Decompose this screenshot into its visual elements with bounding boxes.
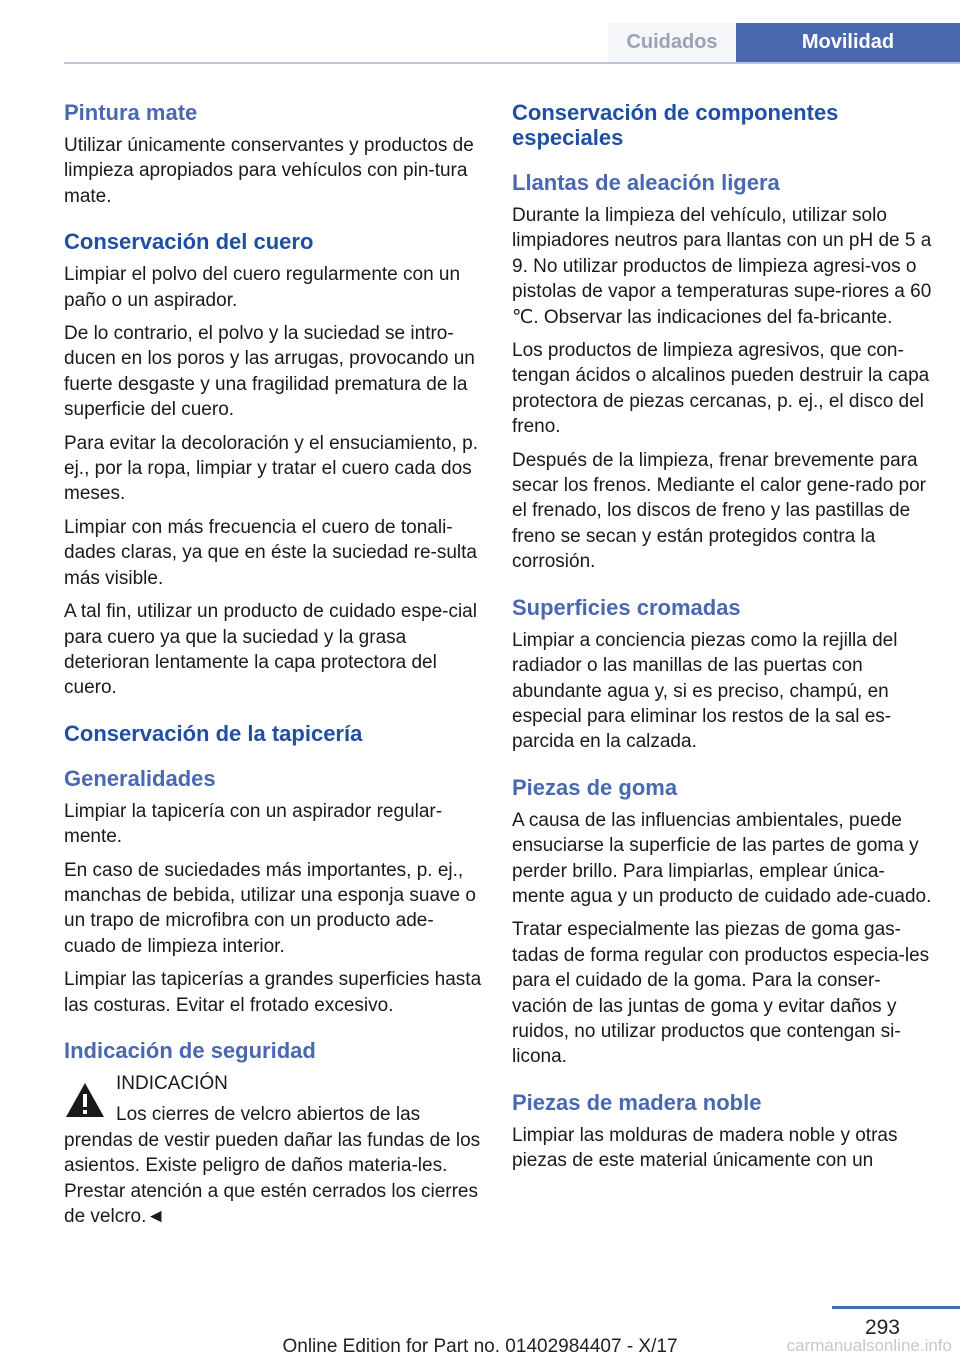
paragraph: Después de la limpieza, frenar brevemente para secar los frenos. Mediante el calor gene-rado por el frenado, los discos de freno y las pastillas de freno se secan y están protegidos contra la corrosión. bbox=[512, 449, 927, 573]
warning-text-line1: Los cierres de velcro abiertos de las bbox=[116, 1104, 421, 1126]
tab-cuidados[interactable]: Cuidados bbox=[608, 23, 736, 62]
footer bbox=[0, 1336, 960, 1358]
heading-indicacion-seguridad: Indicación de seguridad bbox=[64, 1037, 316, 1063]
right-column bbox=[512, 100, 932, 1174]
paragraph: En caso de suciedades más importantes, p. ej., manchas de bebida, utilizar una esponja suave o un trapo de microfibra con un producto ade-cuado de limpieza interior. bbox=[64, 859, 476, 957]
heading-llantas: Llantas de aleación ligera bbox=[512, 170, 780, 195]
footer-accent-line bbox=[832, 1306, 960, 1309]
edition-text: Online Edition for Part no. 01402984407 - X/17 bbox=[282, 1336, 678, 1357]
paragraph: Para evitar la decoloración y el ensuciamiento, p. ej., por la ropa, limpiar y tratar el cuero cada dos meses. bbox=[64, 432, 479, 505]
heading-piezas-madera: Piezas de madera noble bbox=[512, 1089, 762, 1115]
paragraph: Limpiar con más frecuencia el cuero de tonali-dades claras, ya que en éste la suciedad re-sulta más visible. bbox=[64, 516, 477, 589]
heading-pintura-mate: Pintura mate bbox=[64, 100, 198, 125]
paragraph: Limpiar a conciencia piezas como la rejilla del radiador o las manillas de las puertas con abundante agua y, si es preciso, champú, en especial para eliminar los restos de la sal es-parcida en la calzada. bbox=[512, 629, 898, 753]
paragraph: Tratar especialmente las piezas de goma gas-tadas de forma regular con productos especia-les para el cuidado de la goma. Para la conser-vación de las juntas de goma y evitar daños y ruidos, no utilizar productos que contengan si-licona. bbox=[512, 919, 930, 1068]
warning-triangle-icon bbox=[64, 1081, 106, 1119]
page-number: 293 bbox=[864, 1316, 900, 1339]
paragraph: Limpiar las molduras de madera noble y otras piezas de este material únicamente con un bbox=[512, 1124, 898, 1172]
paragraph: Limpiar las tapicerías a grandes superficies hasta las costuras. Evitar el frotado excesivo. bbox=[64, 969, 482, 1016]
heading-conservacion-tapiceria: Conservación de la tapicería bbox=[64, 720, 363, 746]
header-divider bbox=[64, 62, 960, 64]
heading-piezas-goma: Piezas de goma bbox=[512, 774, 678, 800]
heading-conservacion-cuero: Conservación del cuero bbox=[64, 229, 314, 255]
safety-notice bbox=[64, 1071, 484, 1229]
paragraph: A causa de las influencias ambientales, puede ensuciarse la superficie de las partes de goma y perder brillo. Para limpiarlas, emplear única-mente agua y un producto de cuidado ade-cuado. bbox=[512, 809, 932, 907]
heading-generalidades: Generalidades bbox=[64, 765, 216, 791]
section-tabs bbox=[608, 23, 960, 62]
heading-conservacion-componentes: Conservación de componentes especiales bbox=[512, 100, 839, 150]
warning-text: prendas de vestir pueden dañar las fundas de los asientos. Existe peligro de daños materia-les. Prestar atención a que estén cerrados los cierres de velcro.◄ bbox=[64, 1129, 481, 1227]
paragraph: Utilizar únicamente conservantes y productos de limpieza apropiados para vehículos con pin-tura mate. bbox=[64, 135, 474, 207]
paragraph: Limpiar la tapicería con un aspirador regular-mente. bbox=[64, 800, 443, 848]
left-column bbox=[64, 100, 484, 1229]
tab-movilidad[interactable]: Movilidad bbox=[736, 23, 960, 62]
warning-title: INDICACIÓN bbox=[116, 1072, 228, 1094]
paragraph: Los productos de limpieza agresivos, que con-tengan ácidos o alcalinos pueden destruir la capa protectora de piezas cercanas, p. ej., el disco del freno. bbox=[512, 340, 930, 438]
paragraph: A tal fin, utilizar un producto de cuidado espe-cial para cuero ya que la suciedad y la grasa deterioran lentamente la capa protectora del cuero. bbox=[64, 601, 477, 699]
heading-superficies-cromadas: Superficies cromadas bbox=[512, 594, 741, 620]
paragraph: Durante la limpieza del vehículo, utilizar solo limpiadores neutros para llantas con un pH de 5 a 9. No utilizar productos de limpieza agresi-vos o pistolas de vapor a temperaturas supe-riores a 60 ℃. Observar las indicaciones del fa-bricante. bbox=[512, 205, 932, 328]
paragraph: De lo contrario, el polvo y la suciedad se intro-ducen en los poros y las arrugas, provocando un fuerte desgaste y una fragilidad prematura de la superficie del cuero. bbox=[64, 323, 475, 421]
paragraph: Limpiar el polvo del cuero regularmente con un paño o un aspirador. bbox=[64, 264, 461, 311]
watermark: carmanualsonline.info bbox=[786, 1336, 952, 1355]
